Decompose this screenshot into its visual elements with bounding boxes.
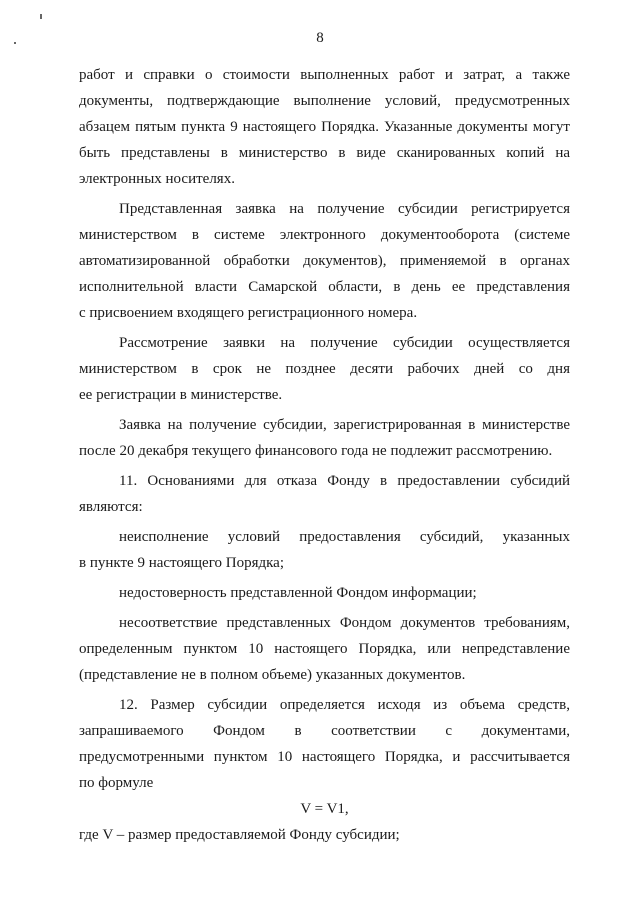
text-line: предусмотренными пунктом 10 настоящего Порядка, и рассчитывается	[79, 749, 570, 765]
text-line: 11. Основаниями для отказа Фонду в предоставлении субсидий	[119, 473, 570, 489]
text-line: с присвоением входящего регистрационного номера.	[79, 305, 418, 321]
text-line: ее регистрации в министерстве.	[79, 387, 283, 403]
text-line: министерством в срок не позднее десяти рабочих дней со дня	[79, 361, 570, 377]
text-line: электронных носителях.	[79, 171, 235, 187]
scan-mark	[40, 14, 42, 19]
text-line: автоматизированной обработки документов), применяемой в органах	[79, 253, 570, 269]
text-line: исполнительной власти Самарской области, в день ее представления	[79, 279, 570, 295]
text-line: после 20 декабря текущего финансового года не подлежит рассмотрению.	[79, 443, 553, 459]
paragraph-item-11	[79, 468, 570, 520]
text-line: неисполнение условий предоставления субсидий, указанных	[119, 529, 570, 545]
text-line: абзацем пятым пункта 9 настоящего Порядка. Указанные документы могут	[79, 119, 570, 135]
text-line: в пункте 9 настоящего Порядка;	[79, 555, 284, 571]
text-line: Представленная заявка на получение субсидии регистрируется	[119, 201, 570, 217]
scan-mark	[14, 42, 16, 44]
page-body	[79, 62, 570, 848]
paragraph-registration	[79, 196, 570, 326]
text-line: министерством в системе электронного документооборота (системе	[79, 227, 570, 243]
text-line: документы, подтверждающие выполнение условий, предусмотренных	[79, 93, 570, 109]
page-number: 8	[316, 30, 324, 46]
text-line: недостоверность представленной Фондом информации;	[119, 585, 477, 601]
paragraph-deadline	[79, 412, 570, 464]
text-line: быть представлены в министерство в виде сканированных копий на	[79, 145, 570, 161]
text-line: определенным пунктом 10 настоящего Порядка, или непредставление	[79, 641, 570, 657]
paragraph-continuation	[79, 62, 570, 192]
text-line: Заявка на получение субсидии, зарегистрированная в министерстве	[119, 417, 570, 433]
paragraph-item-12	[79, 692, 570, 796]
text-line: по формуле	[79, 775, 154, 791]
text-line: работ и справки о стоимости выполненных работ и затрат, а также	[79, 67, 570, 83]
formula-definition: где V – размер предоставляемой Фонду субсидии;	[79, 827, 400, 843]
text-line: являются:	[79, 499, 143, 515]
text-line: несоответствие представленных Фондом документов требованиям,	[119, 615, 570, 631]
paragraph-non-fulfillment	[79, 524, 570, 576]
text-line: Рассмотрение заявки на получение субсидии осуществляется	[119, 335, 570, 351]
paragraph-review	[79, 330, 570, 408]
text-line: 12. Размер субсидии определяется исходя из объема средств,	[119, 697, 570, 713]
paragraph-inaccuracy	[79, 580, 570, 606]
text-line: запрашиваемого Фондом в соответствии с документами,	[79, 723, 570, 739]
formula: V = V1,	[300, 801, 349, 817]
text-line: (представление не в полном объеме) указанных документов.	[79, 667, 466, 683]
paragraph-non-compliance	[79, 610, 570, 688]
